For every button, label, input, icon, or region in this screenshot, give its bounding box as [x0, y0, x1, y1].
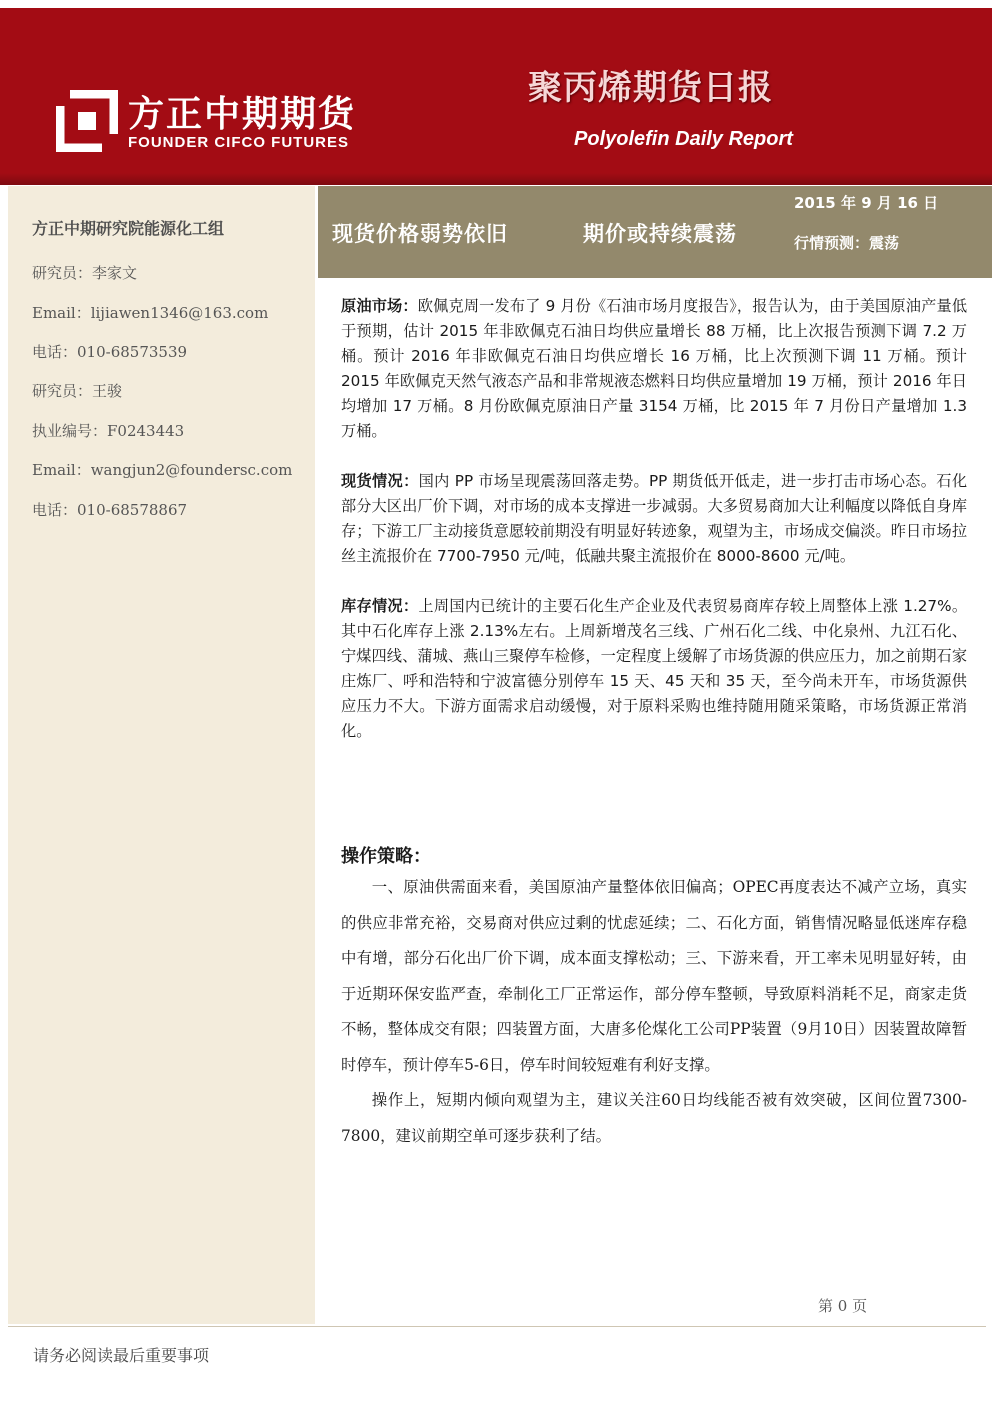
headline-left: 现货价格弱势依旧 [332, 222, 508, 246]
strategy-body [341, 870, 967, 1154]
section-text: 欧佩克周一发布了 9 月份《石油市场月度报告》，报告认为，由于美国原油产量低于预期，估计 2015 年非欧佩克石油日均供应量增长 88 万桶，比上次报告预测下调 7.2 万桶。预计 2016 年非欧佩克石油日均供应增长 16 万桶，比上次预测下调 11 万桶。预计 2015 年欧佩克天然气液态产品和非常规液态燃料日均供应量增加 19 万桶，预计 2016 年日均增加 17 万桶。8 月份欧佩克原油日产量 3154 万桶，比 2015 年 7 月份日产量增加 1.3 万桶。 [341, 297, 968, 440]
section-label: 原油市场： [341, 297, 418, 315]
report-subtitle: Polyolefin Daily Report [574, 128, 793, 150]
section-spot [341, 469, 967, 569]
strategy-paragraph: 一、原油供需面来看，美国原油产量整体依旧偏高；OPEC再度表达不减产立场，真实的供应非常充裕，交易商对供应过剩的忧虑延续；二、石化方面，销售情况略显低迷库存稳中有增，部分石化出厂价下调，成本面支撑松动；三、下游来看，开工率未见明显好转，由于近期环保安监严查，牵制化工厂正常运作，部分停车整顿，导致原料消耗不足，商家走货不畅，整体成交有限；四装置方面，大唐多伦煤化工公司PP装置（9月10日）因装置故障暂时停车，预计停车5-6日，停车时间较短难有利好支撑。 [341, 878, 967, 1074]
headline-banner [318, 186, 992, 278]
section-label: 现货情况： [341, 472, 419, 490]
section-text: 国内 PP 市场呈现震荡回落走势。PP 期货低开低走，进一步打击市场心态。石化部分大区出厂价下调，对市场的成本支撑进一步减弱。大多贸易商加大让利幅度以降低自身库存；下游工厂主动接货意愿较前期没有明显好转迹象，观望为主，市场成交偏淡。昨日市场拉丝主流报价在 7700-7950 元/吨，低融共聚主流报价在 8000-8600 元/吨。 [341, 472, 968, 565]
footer-disclaimer-note: 请务必阅读最后重要事项 [33, 1346, 210, 1365]
market-commentary [341, 294, 967, 744]
market-forecast: 行情预测：震荡 [794, 234, 900, 252]
company-logo-icon [56, 90, 118, 152]
analyst-1-email[interactable]: Email：lijiawen1346@163.com [32, 304, 269, 322]
company-name-en: FOUNDER CIFCO FUTURES [128, 134, 349, 151]
analyst-1-phone: 电话：010-68573539 [32, 343, 188, 361]
company-name-cn: 方正中期期货 [128, 94, 357, 135]
analyst-1-name: 研究员：李家文 [32, 264, 138, 282]
footer-divider [8, 1326, 986, 1327]
report-header [0, 8, 992, 185]
analyst-2-phone: 电话：010-68578867 [32, 501, 188, 519]
section-label: 库存情况： [341, 597, 419, 615]
report-date: 2015 年 9 月 16 日 [794, 194, 939, 212]
analyst-sidebar [8, 186, 315, 1324]
strategy-heading: 操作策略： [341, 846, 431, 867]
section-inventory [341, 594, 967, 744]
header-shade [0, 173, 992, 185]
analyst-2-name: 研究员：王骏 [32, 382, 123, 400]
headline-right: 期价或持续震荡 [583, 222, 737, 246]
analyst-2-license: 执业编号：F0243443 [32, 422, 185, 440]
section-crude-oil [341, 294, 967, 444]
report-title: 聚丙烯期货日报 [528, 68, 773, 108]
strategy-paragraph: 操作上，短期内倾向观望为主，建议关注60日均线能否被有效突破，区间位置7300-7800，建议前期空单可逐步获利了结。 [341, 1091, 967, 1145]
section-text: 上周国内已统计的主要石化生产企业及代表贸易商库存较上周整体上涨 1.27%。其中石化库存上涨 2.13%左右。上周新增茂名三线、广州石化二线、中化泉州、九江石化、宁煤四线、蒲城、燕山三聚停车检修，一定程度上缓解了市场货源的供应压力，加之前期石家庄炼厂、呼和浩特和宁波富德分别停车 15 天、45 天和 35 天，至今尚未开车，市场货源供应压力不大。下游方面需求启动缓慢，对于原料采购也维持随用随采策略，市场货源正常消化。 [341, 597, 968, 740]
analyst-2-email[interactable]: Email：wangjun2@foundersc.com [32, 461, 293, 479]
research-group: 方正中期研究院能源化工组 [32, 219, 225, 238]
page-number: 第 0 页 [818, 1297, 868, 1315]
